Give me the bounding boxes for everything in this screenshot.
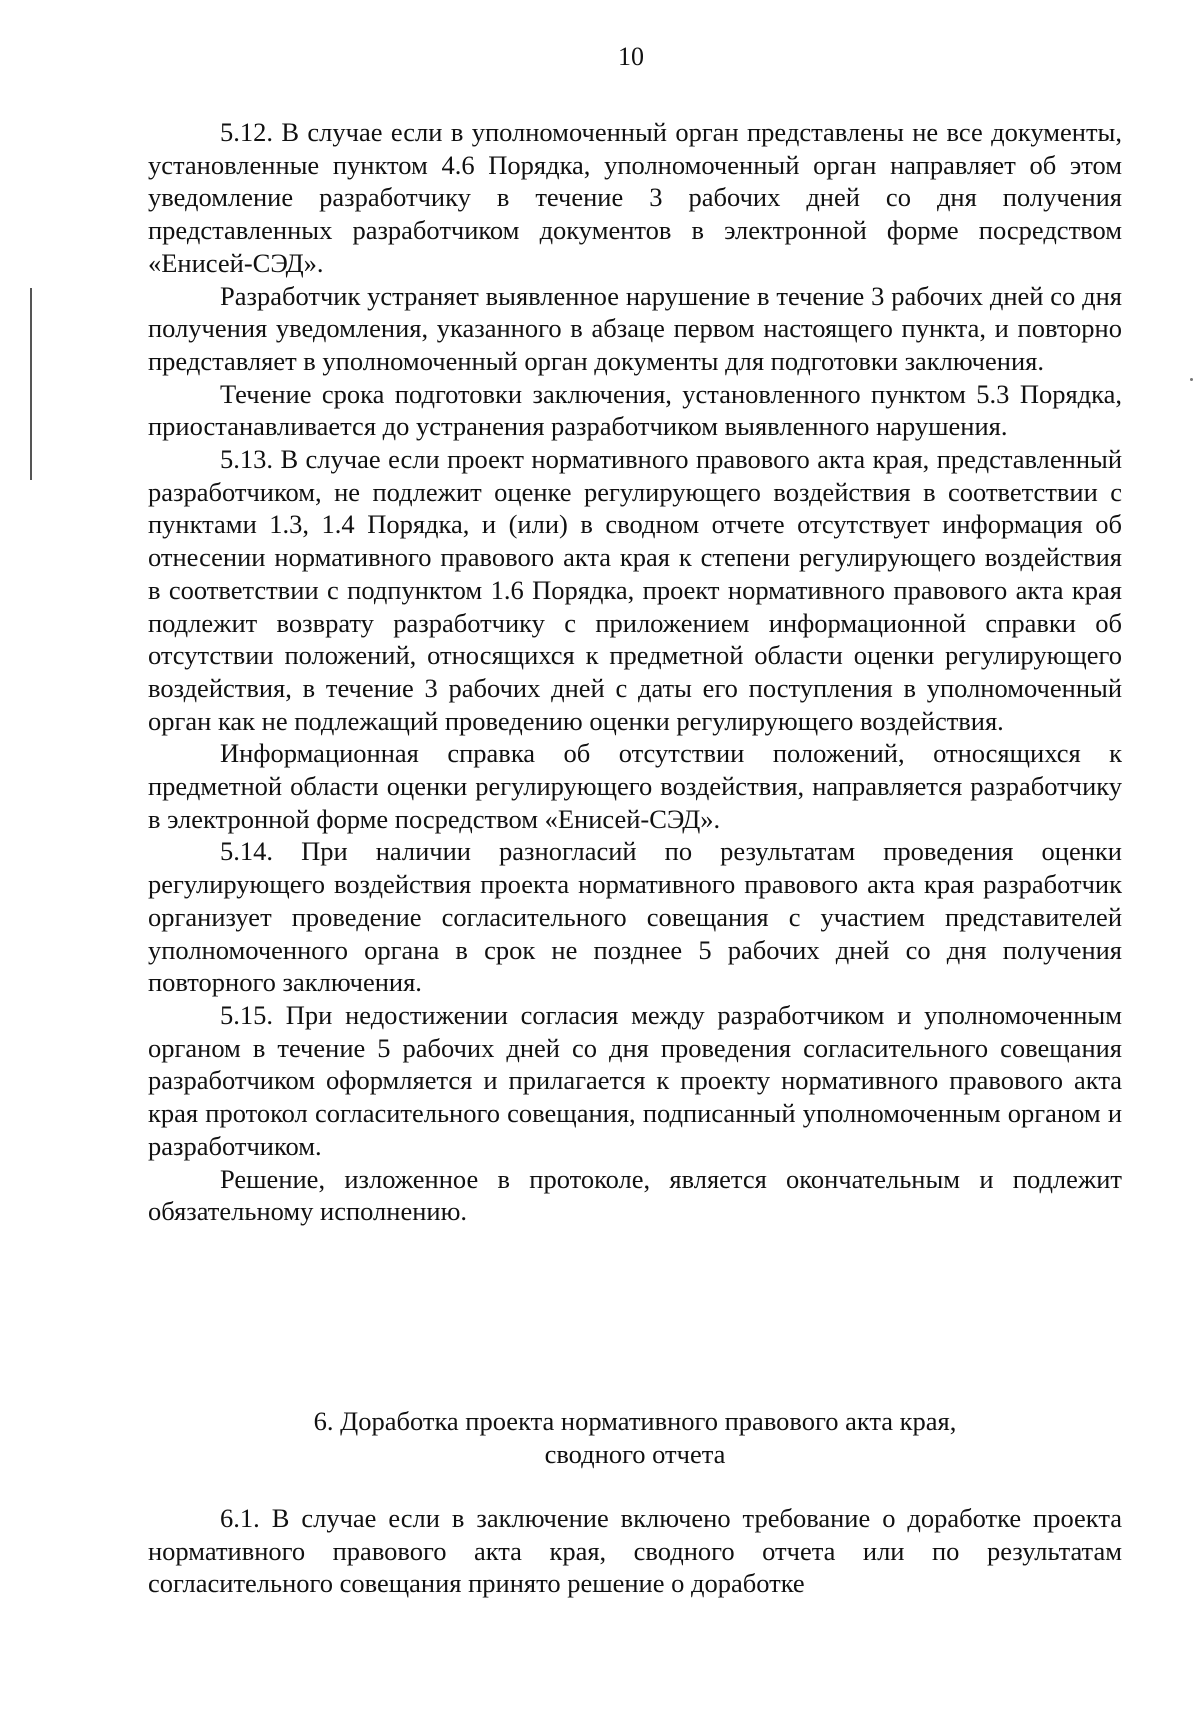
section-6-heading-line1: 6. Доработка проекта нормативного правового акта края, xyxy=(313,1406,957,1436)
section-5-body xyxy=(148,116,1122,1228)
scan-margin-line xyxy=(30,288,32,480)
paragraph-5-12-term: Течение срока подготовки заключения, установленного пунктом 5.3 Порядка, приостанавливается до устранения разработчиком выявленного нарушения. xyxy=(148,378,1122,442)
paragraph-5-15: 5.15. При недостижении согласия между разработчиком и уполномоченным органом в течение 5 рабочих дней со дня проведения согласительного совещания разработчиком оформляется и прилагается к проекту нормативного правового акта края протокол согласительного совещания, подписанный уполномоченным органом и разработчиком. xyxy=(148,999,1122,1161)
section-6-heading xyxy=(148,1405,1122,1471)
paragraph-5-13: 5.13. В случае если проект нормативного правового акта края, представленный разработчиком, не подлежит оценке регулирующего воздействия в соответствии с пунктами 1.3, 1.4 Порядка, и (или) в сводном отчете отсутствует информация об отнесении нормативного правового акта края к степени регулирующего воздействия в соответствии с подпунктом 1.6 Порядка, проект нормативного правового акта края подлежит возврату разработчику с приложением информационной справки об отсутствии положений, относящихся к предметной области оценки регулирующего воздействия, в течение 3 рабочих дней с даты его поступления в уполномоченный орган как не подлежащий проведению оценки регулирующего воздействия. xyxy=(148,444,1122,736)
paragraph-5-12: 5.12. В случае если в уполномоченный орган представлены не все документы, установленные пунктом 4.6 Порядка, уполномоченный орган направляет об этом уведомление разработчику в течение 3 рабочих дней со дня получения представленных разработчиком документов в электронной форме посредством «Енисей-СЭД». xyxy=(148,117,1122,278)
scan-speck xyxy=(1190,378,1193,381)
paragraph-5-13-info: Информационная справка об отсутствии положений, относящихся к предметной области оценки регулирующего воздействия, направляется разработчику в электронной форме посредством «Енисей-СЭД». xyxy=(148,738,1122,834)
paragraph-5-12-developer: Разработчик устраняет выявленное нарушение в течение 3 рабочих дней со дня получения уведомления, указанного в абзаце первом настоящего пункта, и повторно представляет в уполномоченный орган документы для подготовки заключения. xyxy=(148,280,1122,376)
page-number: 10 xyxy=(618,42,644,71)
paragraph-6-1: 6.1. В случае если в заключение включено требование о доработке проекта нормативного правового акта края, сводного отчета или по результатам согласительного совещания принято решение о доработке xyxy=(148,1503,1122,1599)
section-6-body xyxy=(148,1502,1122,1600)
section-6-heading-line2: сводного отчета xyxy=(544,1439,726,1469)
paragraph-5-14: 5.14. При наличии разногласий по результатам проведения оценки регулирующего воздействия проекта нормативного правового акта края разработчик организует проведение согласительного совещания с участием представителей уполномоченного органа в срок не позднее 5 рабочих дней со дня получения повторного заключения. xyxy=(148,836,1122,998)
paragraph-5-15-decision: Решение, изложенное в протоколе, является окончательным и подлежит обязательному исполнению. xyxy=(148,1163,1122,1227)
